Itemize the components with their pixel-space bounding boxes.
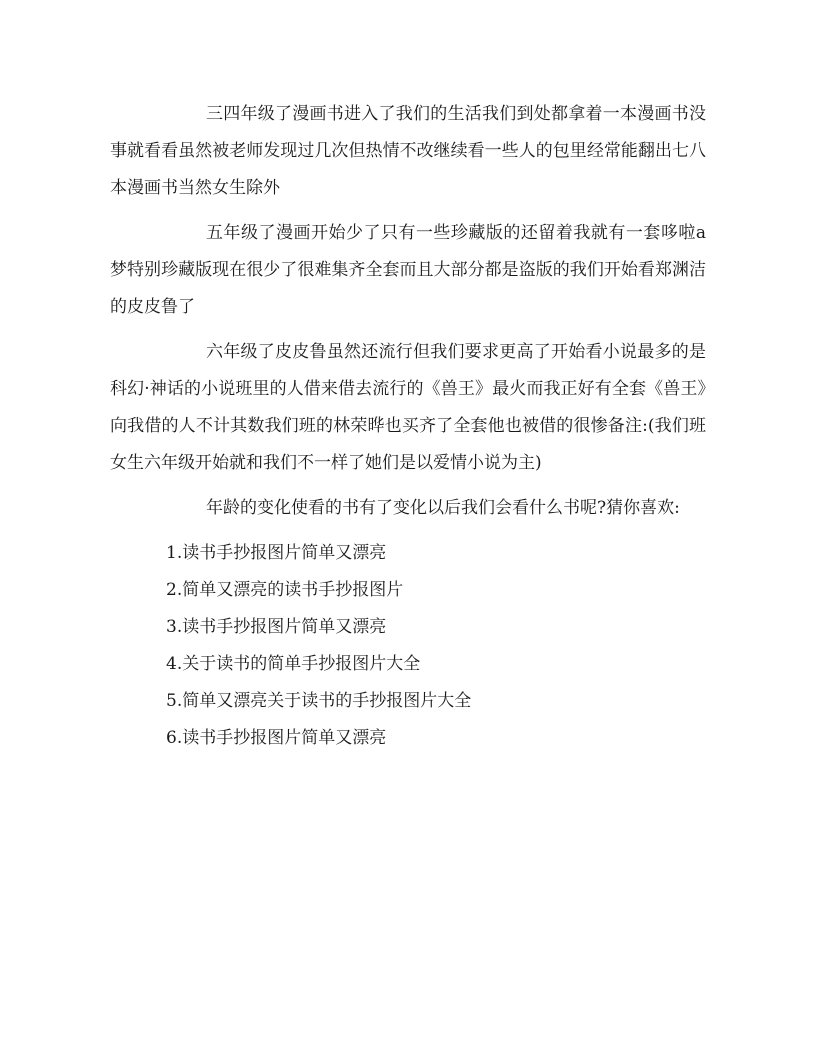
list-item-number: 2. bbox=[166, 580, 183, 600]
paragraph-grade-3-4: 三四年级了漫画书进入了我们的生活我们到处都拿着一本漫画书没事就看看虽然被老师发现过几次但热情不改继续看一些人的包里经常能翻出七八本漫画书当然女生除外 bbox=[110, 104, 706, 198]
list-item-number: 3. bbox=[166, 617, 183, 637]
list-item-text: 读书手抄报图片简单又漂亮 bbox=[182, 543, 387, 563]
list-item[interactable] bbox=[166, 646, 706, 683]
list-item-number: 5. bbox=[166, 691, 183, 711]
list-item[interactable] bbox=[166, 720, 706, 757]
recommendation-list bbox=[110, 535, 706, 757]
list-item-number: 4. bbox=[166, 654, 183, 674]
list-item[interactable] bbox=[166, 683, 706, 720]
list-item-text: 简单又漂亮的读书手抄报图片 bbox=[182, 580, 404, 600]
paragraph-conclusion: 年龄的变化使看的书有了变化以后我们会看什么书呢?猜你喜欢: bbox=[206, 498, 680, 518]
list-item-number: 1. bbox=[166, 543, 183, 563]
list-item-text: 读书手抄报图片简单又漂亮 bbox=[182, 728, 387, 748]
list-item[interactable] bbox=[166, 572, 706, 609]
list-item[interactable] bbox=[166, 609, 706, 646]
paragraph-grade-6: 六年级了皮皮鲁虽然还流行但我们要求更高了开始看小说最多的是科幻·神话的小说班里的人借来借去流行的《兽王》最火而我正好有全套《兽王》向我借的人不计其数我们班的林荣晔也买齐了全套他也被借的很惨备注:(我们班女生六年级开始就和我们不一样了她们是以爱情小说为主) bbox=[110, 342, 706, 473]
list-item-text: 关于读书的简单手抄报图片大全 bbox=[182, 654, 421, 674]
list-item-text: 读书手抄报图片简单又漂亮 bbox=[182, 617, 387, 637]
list-item[interactable] bbox=[166, 535, 706, 572]
paragraph-grade-5: 五年级了漫画开始少了只有一些珍藏版的还留着我就有一套哆啦a梦特别珍藏版现在很少了很难集齐全套而且大部分都是盗版的我们开始看郑渊洁的皮皮鲁了 bbox=[110, 223, 706, 317]
list-item-text: 简单又漂亮关于读书的手抄报图片大全 bbox=[182, 691, 472, 711]
list-item-number: 6. bbox=[166, 728, 183, 748]
